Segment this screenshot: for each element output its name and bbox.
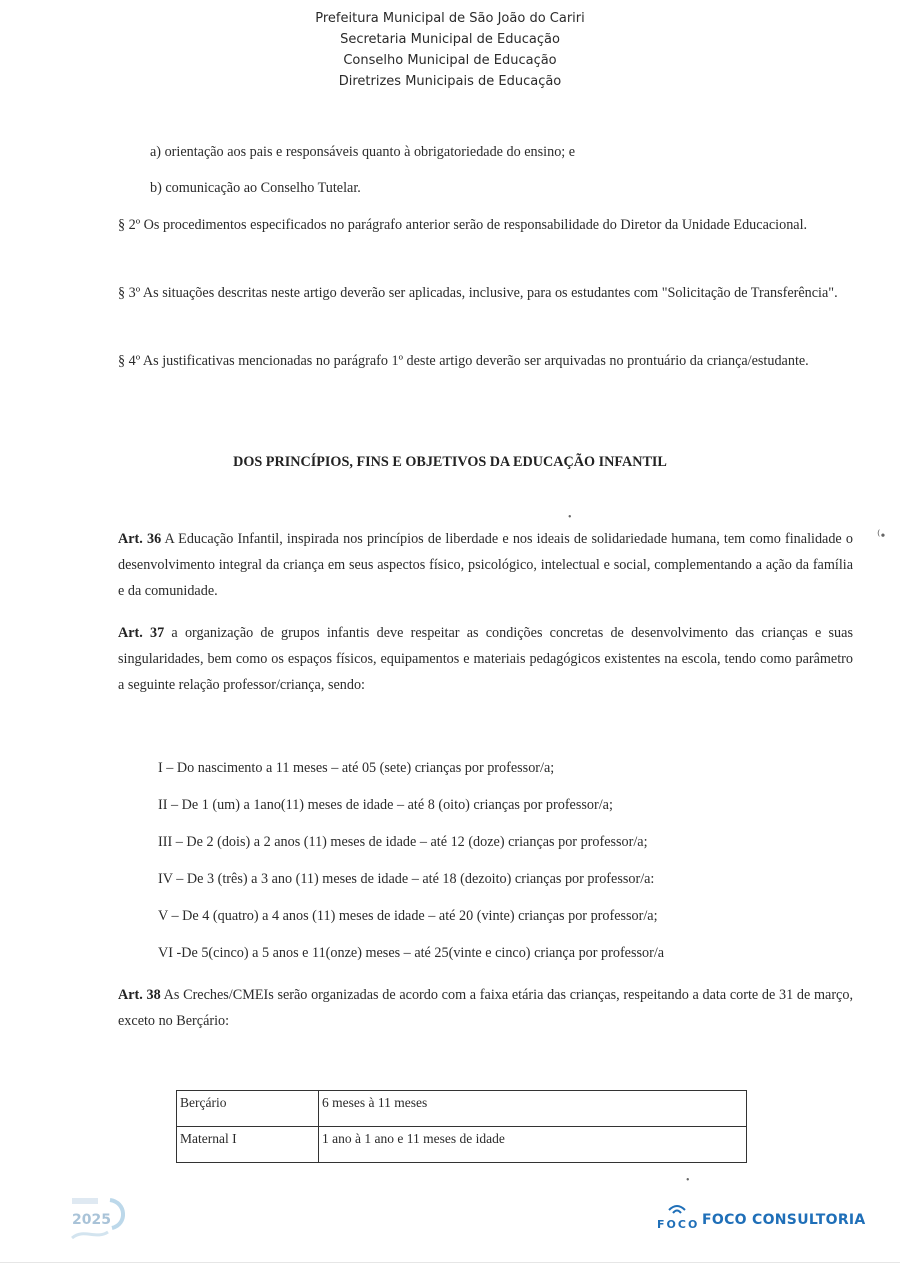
paragraph-4: § 4º As justificativas mencionadas no parágrafo 1º deste artigo deverão ser arquivadas no prontuário da criança/estudante. [118, 353, 809, 369]
anniversary-2025-logo [62, 1192, 132, 1244]
table-row [177, 1091, 747, 1127]
table-row [177, 1127, 747, 1163]
header-council: Conselho Municipal de Educação [343, 53, 557, 68]
paragraph-3: § 3º As situações descritas neste artigo deverão ser aplicadas, inclusive, para os estudantes com "Solicitação de Transferência". [118, 285, 838, 301]
header-guidelines: Diretrizes Municipais de Educação [338, 74, 562, 89]
ratio-item-6: VI -De 5(cinco) a 5 anos e 11(onze) meses – até 25(vinte e cinco) criança por professor/a [158, 945, 665, 961]
article-37-label: Art. 37 [118, 625, 165, 641]
article-38-label: Art. 38 [118, 987, 161, 1003]
article-37-text: a organização de grupos infantis deve respeitar as condições concretas de desenvolvimento das crianças e suas singularidades, bem como os espaços físicos, equipamentos e materiais pedagógicos existentes na escola, tendo como parâmetro a seguinte relação professor/criança, sendo: [118, 625, 853, 693]
table-cell-group: Berçário [177, 1091, 319, 1127]
article-36-label: Art. 36 [118, 531, 162, 547]
article-36 [118, 526, 853, 604]
article-37 [118, 620, 853, 698]
item-b: b) comunicação ao Conselho Tutelar. [150, 180, 361, 196]
page-divider [0, 1262, 900, 1263]
ratio-item-5: V – De 4 (quatro) a 4 anos (11) meses de idade – até 20 (vinte) crianças por professor/a; [158, 908, 658, 924]
age-group-table [176, 1090, 747, 1163]
table-cell-range: 6 meses à 11 meses [319, 1091, 747, 1127]
scan-speck: ⁽• [877, 529, 886, 544]
header-secretariat: Secretaria Municipal de Educação [340, 32, 560, 47]
paragraph-2: § 2º Os procedimentos especificados no parágrafo anterior serão de responsabilidade do Diretor da Unidade Educacional. [118, 217, 808, 233]
ratio-item-3: III – De 2 (dois) a 2 anos (11) meses de idade – até 12 (doze) crianças por professor/a; [158, 834, 648, 850]
header-municipality: Prefeitura Municipal de São João do Cariri [315, 11, 585, 26]
logo-year: 2025 [72, 1212, 111, 1228]
ratio-item-1: I – Do nascimento a 11 meses – até 05 (sete) crianças por professor/a; [158, 760, 555, 776]
section-heading: DOS PRINCÍPIOS, FINS E OBJETIVOS DA EDUCAÇÃO INFANTIL [233, 454, 667, 470]
foco-logo-icon [655, 1200, 701, 1232]
item-a: a) orientação aos pais e responsáveis quanto à obrigatoriedade do ensino; e [150, 144, 576, 160]
article-36-text: A Educação Infantil, inspirada nos princípios de liberdade e nos ideais de solidariedade humana, tem como finalidade o desenvolvimento integral da criança em seus aspectos físico, psicológico, intelectual e social, complementando a ação da família e da comunidade. [118, 531, 853, 599]
table-cell-range: 1 ano à 1 ano e 11 meses de idade [319, 1127, 747, 1163]
brand-name: FOCO CONSULTORIA [702, 1212, 866, 1228]
ratio-item-4: IV – De 3 (três) a 3 ano (11) meses de idade – até 18 (dezoito) crianças por professor/a: [158, 871, 655, 887]
ratio-item-2: II – De 1 (um) a 1ano(11) meses de idade – até 8 (oito) crianças por professor/a; [158, 797, 613, 813]
scan-speck: • [568, 512, 572, 523]
document-header [0, 8, 900, 92]
foco-icon-text: FOCO [657, 1218, 700, 1231]
scan-speck: • [686, 1175, 690, 1186]
article-38-text: As Creches/CMEIs serão organizadas de acordo com a faixa etária das crianças, respeitando a data corte de 31 de março, exceto no Berçário: [118, 987, 853, 1029]
table-cell-group: Maternal I [177, 1127, 319, 1163]
article-38 [118, 982, 853, 1034]
